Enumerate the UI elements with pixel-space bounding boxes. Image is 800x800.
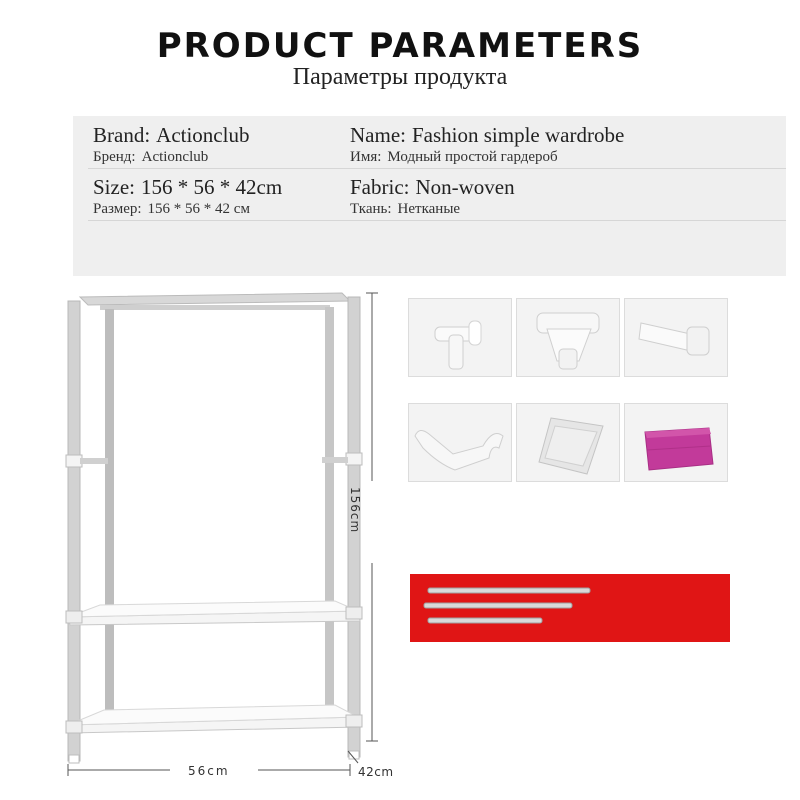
rods-panel bbox=[410, 574, 730, 642]
wardrobe-frame-image bbox=[60, 285, 390, 785]
spec-brand-value: Actionclub bbox=[156, 123, 250, 147]
spec-fabric-label-ru: Ткань: bbox=[350, 201, 392, 217]
spec-panel bbox=[73, 116, 786, 276]
hook-icon bbox=[409, 404, 512, 482]
part-tile bbox=[408, 403, 512, 482]
height-dimension-label: 156cm bbox=[348, 487, 362, 534]
spec-name-label: Name: bbox=[350, 123, 406, 147]
elbow-connector-icon bbox=[625, 299, 728, 377]
page-subtitle: Параметры продукта bbox=[292, 64, 508, 90]
spec-size-value: 156 * 56 * 42cm bbox=[141, 175, 283, 199]
width-dimension-label: 56cm bbox=[188, 764, 230, 778]
spec-row bbox=[88, 168, 786, 221]
spec-name-value: Fashion simple wardrobe bbox=[411, 123, 625, 147]
spec-brand-label: Brand: bbox=[93, 123, 151, 147]
spec-brand bbox=[93, 122, 249, 166]
spec-brand-label-ru: Бренд: bbox=[93, 149, 136, 165]
part-tile bbox=[516, 298, 620, 377]
spec-fabric-value-ru: Нетканые bbox=[397, 201, 461, 217]
cover-bag-icon bbox=[517, 404, 620, 482]
part-tile bbox=[408, 298, 512, 377]
corner-connector-icon bbox=[517, 299, 620, 377]
spec-row bbox=[88, 116, 786, 169]
spec-size-value-ru: 156 * 56 * 42 см bbox=[147, 201, 250, 217]
spec-size bbox=[93, 174, 282, 218]
part-tile bbox=[516, 403, 620, 482]
depth-dimension-label: 42cm bbox=[358, 765, 394, 779]
spec-brand-value-ru: Actionclub bbox=[141, 149, 209, 165]
spec-fabric bbox=[350, 174, 515, 218]
spec-name-label-ru: Имя: bbox=[350, 149, 382, 165]
t-connector-icon bbox=[409, 299, 512, 377]
part-tile bbox=[624, 298, 728, 377]
fabric-cloth-icon bbox=[625, 404, 728, 482]
metal-rods-icon bbox=[410, 574, 730, 642]
part-tile bbox=[624, 403, 728, 482]
page-title: PRODUCT PARAMETERS bbox=[156, 26, 644, 66]
spec-name-value-ru: Модный простой гардероб bbox=[387, 149, 558, 165]
spec-fabric-label: Fabric: bbox=[350, 175, 410, 199]
spec-fabric-value: Non-woven bbox=[415, 175, 515, 199]
spec-name bbox=[350, 122, 624, 166]
spec-size-label: Size: bbox=[93, 175, 135, 199]
spec-size-label-ru: Размер: bbox=[93, 201, 142, 217]
